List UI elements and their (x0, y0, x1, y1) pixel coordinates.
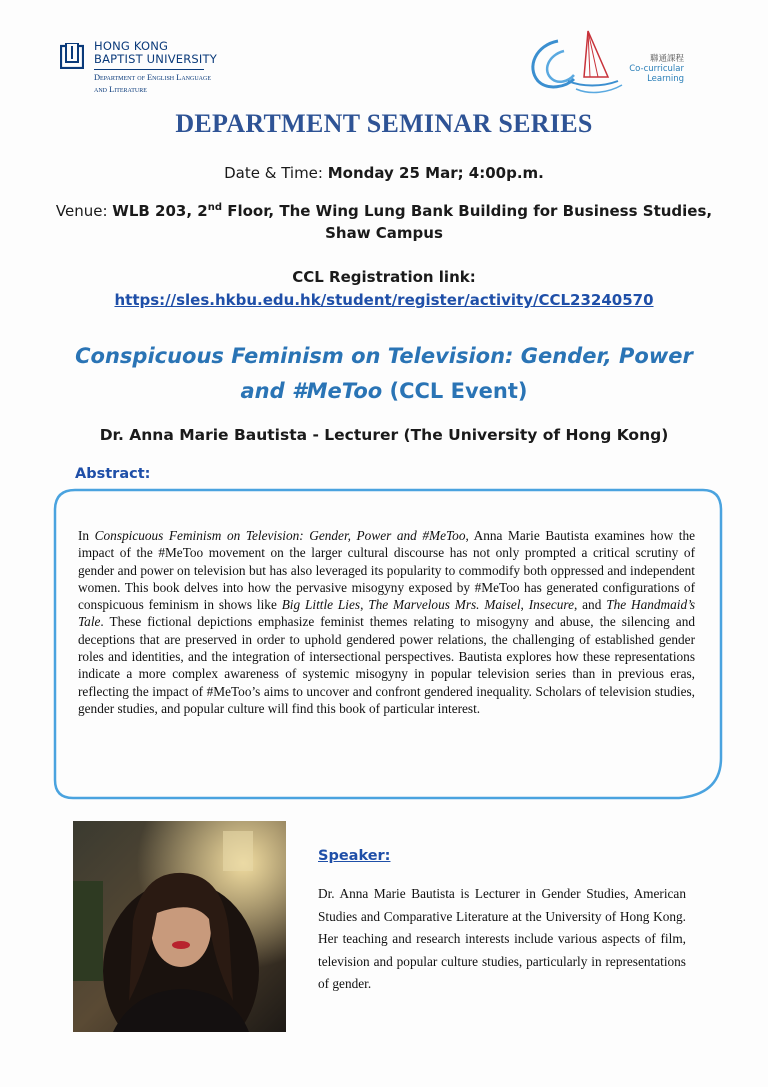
venue-campus-text: Shaw Campus (325, 224, 443, 242)
venue-building: Floor, The Wing Lung Bank Building for Business Studies, (222, 202, 713, 220)
ccl-name-line1: Co-curricular (629, 64, 684, 74)
abstract-show-title: Big Little Lies (281, 597, 361, 613)
university-name-line1: HONG KONG (94, 39, 169, 53)
registration-label: CCL Registration link: (292, 268, 476, 286)
venue-superscript: nd (207, 202, 223, 213)
abstract-show-title: Insecure (528, 597, 574, 613)
ccl-name (626, 65, 684, 84)
department-line1: Department of English Language (94, 73, 211, 82)
abstract-book-title: Conspicuous Feminism on Television: Gender, Power and #MeToo (94, 528, 466, 543)
abstract-separator: , (520, 597, 529, 613)
venue-campus (0, 224, 768, 242)
venue-line (0, 202, 768, 220)
ccl-name-line2: Learning (647, 73, 684, 84)
department-name (94, 72, 211, 96)
abstract-segment: In (78, 528, 95, 543)
speaker-photo (73, 821, 286, 1032)
speaker-bio: Dr. Anna Marie Bautista is Lecturer in Gender Studies, American Studies and Comparative Literature at the University of Hong Kong. Her teaching and research interests include various aspects of film, television and popular culture studies, particularly in representations of gender. (318, 886, 686, 992)
date-time-line (0, 164, 768, 182)
abstract-segment: , Anna Marie Bautista examines how the impact of the #MeToo movement on the larger cultural discourse has not only prompted a critical scrutiny of gender and power on television but has also leveraged its popularity to commodify both oppressed and independent women. This book delves into how the pervasive misogyny exposed by #MeToo has generated configurations of conspicuous feminism in shows like (78, 528, 695, 613)
abstract-show-title: The Marvelous Mrs. Maisel (368, 597, 521, 613)
department-line2: and Literature (94, 85, 147, 94)
hkbu-logo-icon (60, 43, 84, 69)
ccl-chinese-name: 聯通課程 (649, 54, 684, 64)
talk-title-line2: and #MeToo (240, 379, 383, 403)
talk-title-suffix: (CCL Event) (382, 379, 528, 403)
talk-title (0, 339, 768, 409)
university-name (94, 40, 217, 66)
abstract-show-title: The Handmaid’s Tale (78, 597, 695, 630)
venue-label: Venue: (55, 202, 113, 220)
speaker-heading: Speaker: (318, 848, 391, 864)
abstract-separator: , (360, 597, 369, 613)
series-title: DEPARTMENT SEMINAR SERIES (175, 109, 593, 138)
speaker-line: Dr. Anna Marie Bautista - Lecturer (The University of Hong Kong) (99, 426, 669, 444)
ccl-sail-logo-icon (522, 27, 632, 105)
abstract-text (78, 527, 695, 717)
abstract-segment: . These fictional depictions emphasize feminist themes relating to misogyny and abuse, the silencing and deceptions that are preserved in order to uphold gendered power relations, the challenging of established gender roles and identities, and the integration of intersectional perspectives. Bautista explores how these representations indicate a more complex awareness of systemic misogyny in popular television series than in previous eras, reflecting the impact of #MeToo’s aims to uncover and confront gendered inequality. Scholars of television studies, gender studies, and popular culture will find this book of particular interest. (78, 614, 695, 716)
logo-divider (94, 69, 204, 70)
talk-title-line1: Conspicuous Feminism on Television: Gender, Power (75, 344, 693, 368)
abstract-heading: Abstract: (75, 466, 151, 482)
date-label: Date & Time: (224, 164, 328, 182)
university-name-line2: BAPTIST UNIVERSITY (94, 52, 217, 66)
date-value: Monday 25 Mar; 4:00p.m. (327, 164, 544, 182)
registration-link[interactable]: https://sles.hkbu.edu.hk/student/register/activity/CCL23240570 (114, 291, 654, 309)
abstract-separator: , and (573, 597, 607, 613)
venue-room: WLB 203, 2 (112, 202, 208, 220)
